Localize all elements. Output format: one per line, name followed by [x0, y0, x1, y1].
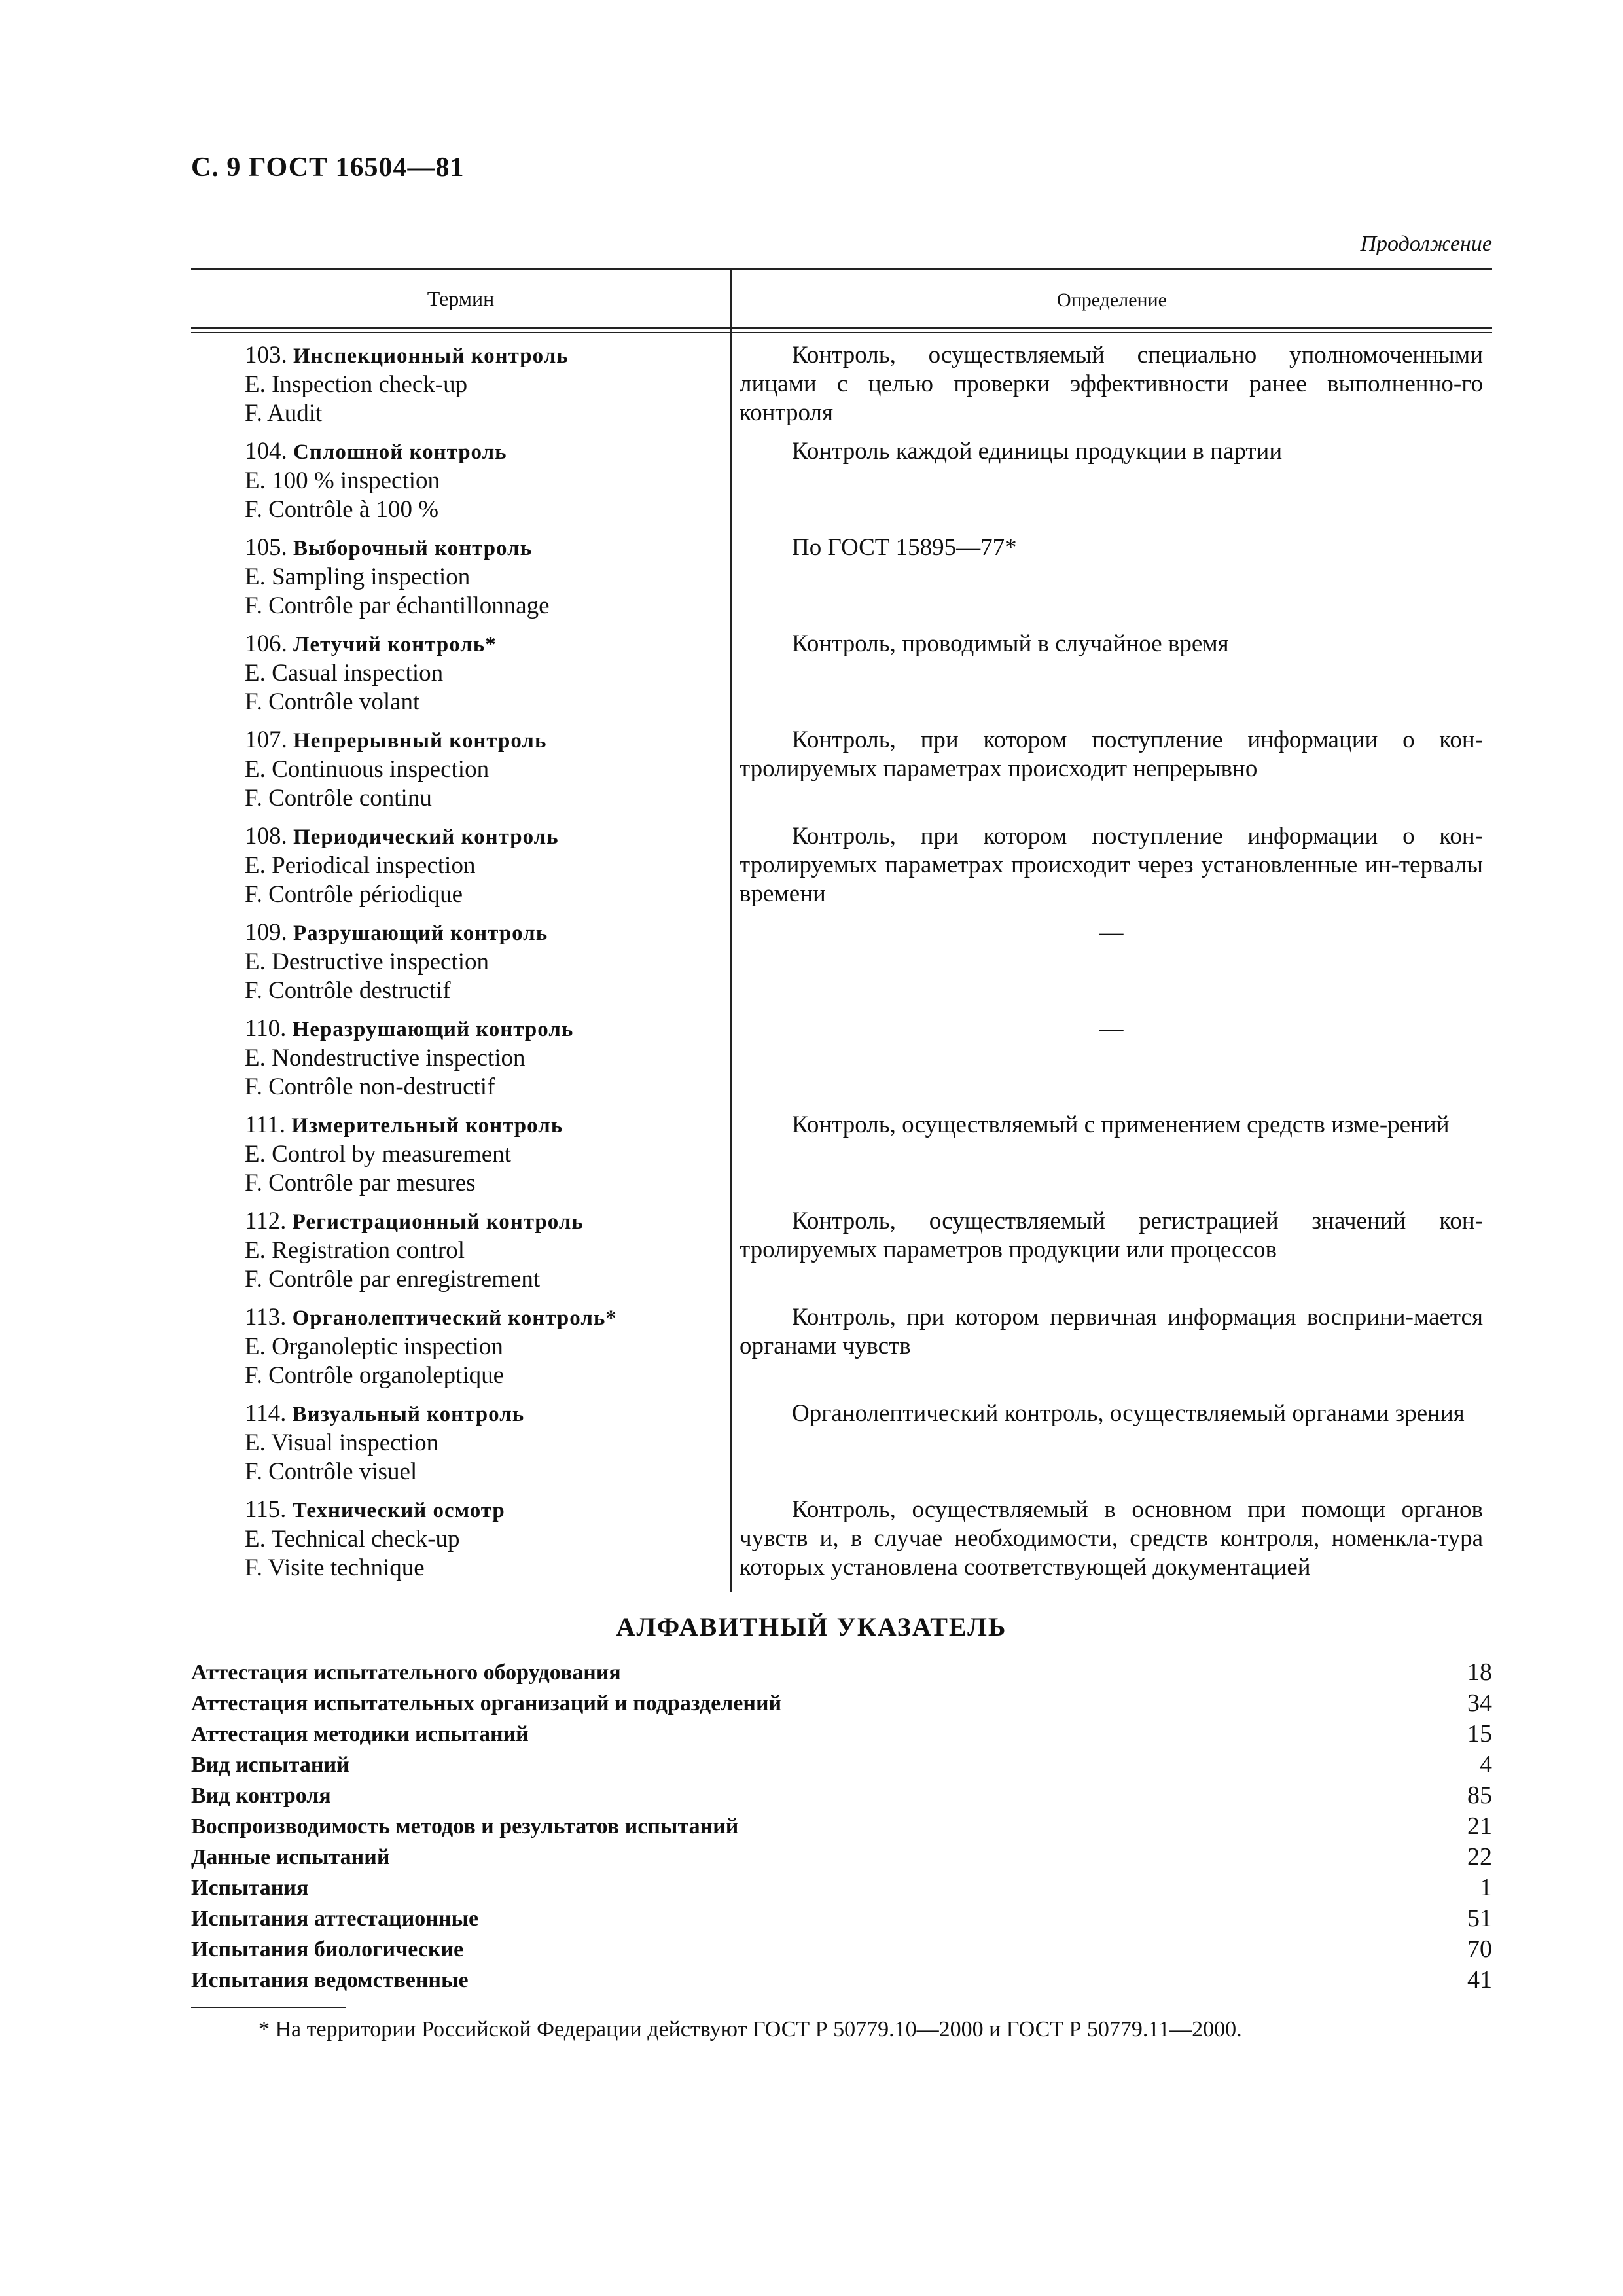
- index-term: Данные испытаний: [191, 1845, 390, 1869]
- term-cell: [191, 822, 730, 918]
- index-entry: [191, 1811, 1492, 1842]
- term-ru-line: [245, 1496, 730, 1525]
- term-russian: Органолептический контроль*: [292, 1306, 617, 1330]
- term-english: E. Continuous inspection: [245, 756, 490, 783]
- term-french: F. Audit: [245, 400, 323, 427]
- term-french: F. Contrôle par échantillonnage: [245, 592, 550, 619]
- term-number: 112.: [245, 1208, 287, 1234]
- term-english: E. 100 % inspection: [245, 467, 440, 494]
- definition-cell: [730, 918, 1492, 1014]
- term-english: E. Casual inspection: [245, 660, 444, 687]
- page-header: С. 9 ГОСТ 16504—81: [191, 152, 465, 183]
- term-number: 115.: [245, 1496, 287, 1523]
- term-number: 108.: [245, 823, 287, 850]
- term-french: F. Contrôle non-destructif: [245, 1073, 495, 1100]
- index-entry: [191, 1749, 1492, 1780]
- table-row: [191, 726, 1492, 822]
- index-entry: [191, 1657, 1492, 1688]
- term-french: F. Contrôle par mesures: [245, 1170, 476, 1196]
- column-header-definition: Определение: [1057, 289, 1167, 311]
- index-number: 4: [1480, 1751, 1492, 1778]
- term-french: F. Contrôle destructif: [245, 977, 451, 1004]
- index-term: Испытания ведомственные: [191, 1968, 469, 1992]
- term-ru-line: [245, 726, 730, 755]
- table-body: [191, 333, 1492, 1592]
- term-english: E. Control by measurement: [245, 1141, 511, 1168]
- table-row: [191, 341, 1492, 437]
- term-cell: [191, 1496, 730, 1592]
- term-english: E. Registration control: [245, 1237, 465, 1264]
- index-term: Аттестация методики испытаний: [191, 1722, 529, 1746]
- definition-text: Контроль, осуществляемый с применением средств изме-рений: [792, 1111, 1450, 1138]
- term-russian: Технический осмотр: [292, 1499, 505, 1522]
- definition-cell: [730, 630, 1492, 726]
- definition-cell: [730, 1303, 1492, 1399]
- definition-text: Контроль, при котором поступление информации о кон-тролируемых параметрах происходит непрерывно: [740, 726, 1483, 782]
- index-entry: [191, 1780, 1492, 1811]
- term-english: E. Technical check-up: [245, 1526, 460, 1552]
- index-term: Испытания биологические: [191, 1937, 464, 1962]
- table-row: [191, 1303, 1492, 1399]
- term-english: E. Nondestructive inspection: [245, 1045, 526, 1071]
- term-cell: [191, 341, 730, 437]
- definition-cell: [730, 1014, 1492, 1111]
- term-russian: Периодический контроль: [293, 825, 559, 849]
- term-russian: Инспекционный контроль: [293, 344, 569, 368]
- index-number: 70: [1467, 1935, 1492, 1963]
- definition-text: Контроль, осуществляемый в основном при помощи органов чувств и, в случае необходимости, средств контроля, номенкла-тура которых установлена соответствующей документацией: [740, 1496, 1483, 1581]
- definition-text: Контроль, осуществляемый регистрацией значений кон-тролируемых параметров продукции или процессов: [740, 1208, 1483, 1263]
- term-english: E. Visual inspection: [245, 1429, 439, 1456]
- table-row: [191, 437, 1492, 533]
- term-cell: [191, 726, 730, 822]
- index-term: Аттестация испытательных организаций и подразделений: [191, 1691, 782, 1715]
- term-english: E. Sampling inspection: [245, 564, 471, 590]
- table-row: [191, 1207, 1492, 1303]
- term-ru-line: [245, 1111, 730, 1140]
- term-number: 110.: [245, 1015, 287, 1042]
- index-entry: [191, 1934, 1492, 1965]
- definition-cell: [730, 1207, 1492, 1303]
- definition-text: Контроль каждой единицы продукции в партии: [792, 438, 1283, 465]
- index-entry: [191, 1903, 1492, 1934]
- index-term: Вид контроля: [191, 1784, 331, 1808]
- term-number: 106.: [245, 630, 287, 657]
- term-french: F. Contrôle visuel: [245, 1458, 418, 1485]
- term-number: 105.: [245, 534, 287, 561]
- table-row: [191, 1399, 1492, 1496]
- table-row: [191, 918, 1492, 1014]
- term-ru-line: [245, 437, 730, 467]
- term-russian: Визуальный контроль: [292, 1403, 525, 1426]
- index-number: 22: [1467, 1843, 1492, 1871]
- term-russian: Непрерывный контроль: [293, 729, 547, 753]
- index-number: 34: [1467, 1689, 1492, 1717]
- index-entry: [191, 1965, 1492, 1996]
- term-ru-line: [245, 533, 730, 563]
- definition-text: Контроль, проводимый в случайное время: [792, 630, 1229, 657]
- term-ru-line: [245, 822, 730, 852]
- definition-cell: [730, 341, 1492, 437]
- index-number: 21: [1467, 1812, 1492, 1840]
- term-number: 114.: [245, 1400, 287, 1427]
- term-russian: Регистрационный контроль: [292, 1210, 584, 1234]
- index-entry: [191, 1719, 1492, 1749]
- definition-cell: [730, 1496, 1492, 1592]
- column-header-term: Термин: [427, 287, 495, 310]
- term-english: E. Periodical inspection: [245, 852, 476, 879]
- term-cell: [191, 630, 730, 726]
- term-cell: [191, 1399, 730, 1496]
- footnote: * На территории Российской Федерации действуют ГОСТ Р 50779.10—2000 и ГОСТ Р 50779.11—2000.: [259, 2017, 1242, 2041]
- term-french: F. Contrôle volant: [245, 689, 420, 715]
- term-ru-line: [245, 1303, 730, 1333]
- term-number: 111.: [245, 1111, 286, 1138]
- term-french: F. Contrôle périodique: [245, 881, 463, 908]
- term-number: 107.: [245, 726, 287, 753]
- term-ru-line: [245, 918, 730, 948]
- term-english: E. Organoleptic inspection: [245, 1333, 503, 1360]
- definition-text: Контроль, осуществляемый специально уполномоченными лицами с целью проверки эффективности ранее выполненно-го контроля: [740, 342, 1483, 426]
- terms-table: [191, 268, 1492, 1592]
- term-number: 104.: [245, 438, 287, 465]
- index-title: АЛФАВИТНЫЙ УКАЗАТЕЛЬ: [616, 1612, 1007, 1641]
- table-row: [191, 1496, 1492, 1592]
- continuation-label: Продолжение: [1360, 232, 1492, 256]
- index-entry: [191, 1873, 1492, 1903]
- term-french: F. Visite technique: [245, 1554, 425, 1581]
- term-english: E. Destructive inspection: [245, 948, 489, 975]
- term-ru-line: [245, 1207, 730, 1236]
- table-row: [191, 1014, 1492, 1111]
- term-number: 113.: [245, 1304, 287, 1331]
- term-cell: [191, 1111, 730, 1207]
- definition-text: —: [1099, 1015, 1124, 1042]
- term-english: E. Inspection check-up: [245, 371, 468, 398]
- term-ru-line: [245, 341, 730, 370]
- column-divider: [730, 268, 732, 1592]
- term-number: 109.: [245, 919, 287, 946]
- index-number: 15: [1467, 1720, 1492, 1748]
- index-number: 51: [1467, 1905, 1492, 1932]
- definition-text: Контроль, при котором поступление информации о кон-тролируемых параметрах происходит через установленные ин-тервалы времени: [740, 823, 1483, 907]
- definition-cell: [730, 1399, 1492, 1496]
- definition-text: Органолептический контроль, осуществляемый органами зрения: [792, 1400, 1465, 1427]
- term-cell: [191, 1207, 730, 1303]
- table-row: [191, 822, 1492, 918]
- table-row: [191, 1111, 1492, 1207]
- term-french: F. Contrôle organoleptique: [245, 1362, 505, 1389]
- term-french: F. Contrôle continu: [245, 785, 432, 812]
- definition-cell: [730, 1111, 1492, 1207]
- definition-text: Контроль, при котором первичная информация восприни-мается органами чувств: [740, 1304, 1483, 1359]
- term-ru-line: [245, 630, 730, 659]
- definition-text: По ГОСТ 15895—77*: [792, 534, 1017, 561]
- index-number: 1: [1480, 1874, 1492, 1901]
- index-entry: [191, 1688, 1492, 1719]
- table-row: [191, 533, 1492, 630]
- table-header: [191, 270, 1492, 327]
- index-entry: [191, 1842, 1492, 1873]
- index-term: Испытания аттестационные: [191, 1907, 479, 1931]
- definition-cell: [730, 437, 1492, 533]
- table-row: [191, 630, 1492, 726]
- term-ru-line: [245, 1014, 730, 1044]
- definition-cell: [730, 822, 1492, 918]
- alphabetical-index: [191, 1657, 1492, 1996]
- term-ru-line: [245, 1399, 730, 1429]
- term-cell: [191, 533, 730, 630]
- index-number: 85: [1467, 1782, 1492, 1809]
- index-term: Воспроизводимость методов и результатов испытаний: [191, 1814, 739, 1839]
- index-term: Вид испытаний: [191, 1753, 349, 1777]
- table-header-rule: [191, 327, 1492, 333]
- term-cell: [191, 1014, 730, 1111]
- index-term: Испытания: [191, 1876, 309, 1900]
- term-cell: [191, 918, 730, 1014]
- definition-cell: [730, 533, 1492, 630]
- term-russian: Сплошной контроль: [293, 440, 507, 464]
- index-term: Аттестация испытательного оборудования: [191, 1660, 621, 1685]
- definition-text: —: [1099, 919, 1124, 946]
- term-cell: [191, 437, 730, 533]
- index-number: 41: [1467, 1966, 1492, 1994]
- term-russian: Разрушающий контроль: [293, 922, 548, 945]
- definition-cell: [730, 726, 1492, 822]
- term-french: F. Contrôle à 100 %: [245, 496, 439, 523]
- term-cell: [191, 1303, 730, 1399]
- term-french: F. Contrôle par enregistrement: [245, 1266, 541, 1293]
- term-number: 103.: [245, 342, 287, 368]
- index-number: 18: [1467, 1659, 1492, 1686]
- term-russian: Измерительный контроль: [291, 1114, 563, 1138]
- footnote-rule: [191, 2007, 346, 2008]
- term-russian: Летучий контроль*: [293, 633, 497, 656]
- term-russian: Выборочный контроль: [293, 537, 533, 560]
- term-russian: Неразрушающий контроль: [292, 1018, 574, 1041]
